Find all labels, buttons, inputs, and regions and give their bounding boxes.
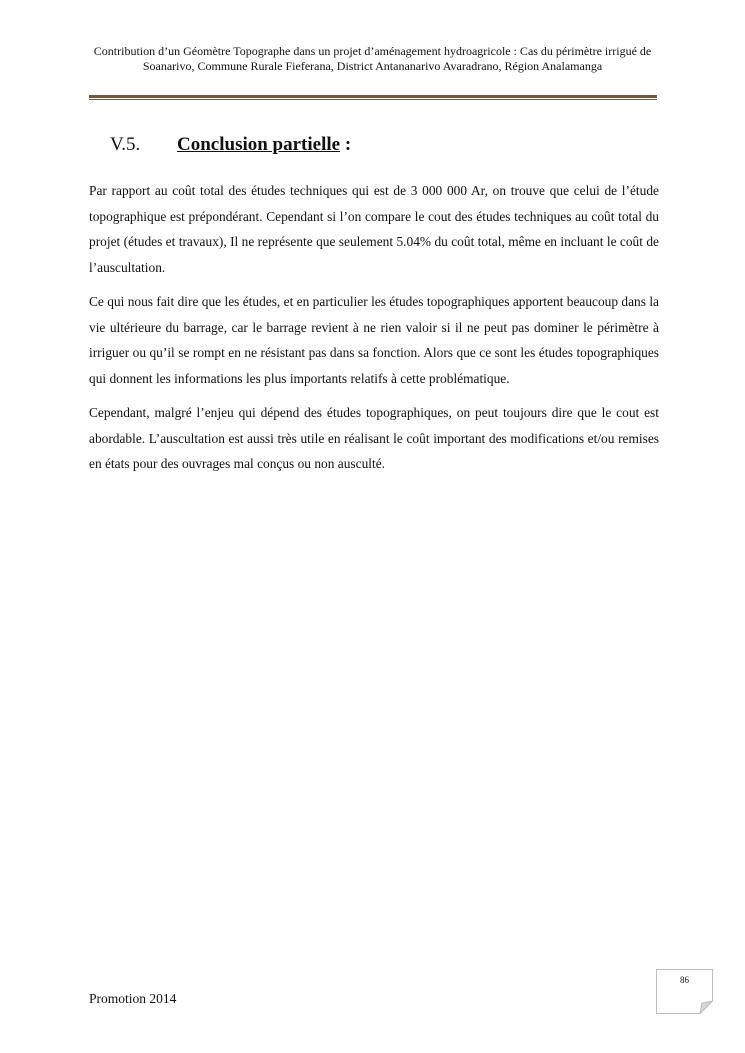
footer-text: Promotion 2014 (89, 991, 177, 1006)
paragraph-3: Cependant, malgré l’enjeu qui dépend des études topographiques, on peut toujours dire que le cout est abordable. L’auscultation est aussi très utile en réalisant le coût important des modifications et/ou remises en états pour des ouvrages mal conçus ou non ausculté. (89, 405, 659, 471)
page-number: 86 (680, 975, 689, 985)
section-title-colon: : (340, 134, 352, 155)
body-text (89, 178, 659, 486)
header-rule-thick (89, 95, 657, 98)
section-title: Conclusion partielle (177, 134, 341, 155)
paragraph-2: Ce qui nous fait dire que les études, et en particulier les études topographiques apportent beaucoup dans la vie ultérieure du barrage, car le barrage revient à ne rien valoir si il ne peut pas dominer le périmètre à irriguer ou qu’il se rompt en ne résistant pas dans sa fonction. Alors que ce sont les études topographiques qui donnent les informations les plus importants relatifs à cette problématique. (89, 294, 659, 386)
page-number-box (656, 969, 713, 1014)
header-text: Contribution d’un Géomètre Topographe dans un projet d’aménagement hydroagricole : Cas du périmètre irrigué de Soanarivo, Commune Rurale Fieferana, District Antananarivo Avaradrano, Région Analamanga (93, 44, 652, 73)
section-number: V.5. (110, 134, 141, 155)
header-rule-thin (89, 99, 657, 100)
paragraph-1: Par rapport au coût total des études techniques qui est de 3 000 000 Ar, on trouve que celui de l’étude topographique est prépondérant. Cependant si l’on compare le cout des études techniques au coût total du projet (études et travaux), Il ne représente que seulement 5.04% du coût total, même en incluant le coût de l’auscultation. (89, 183, 659, 275)
page-header (90, 44, 655, 74)
page-footer (89, 991, 176, 1007)
section-heading (110, 134, 351, 156)
